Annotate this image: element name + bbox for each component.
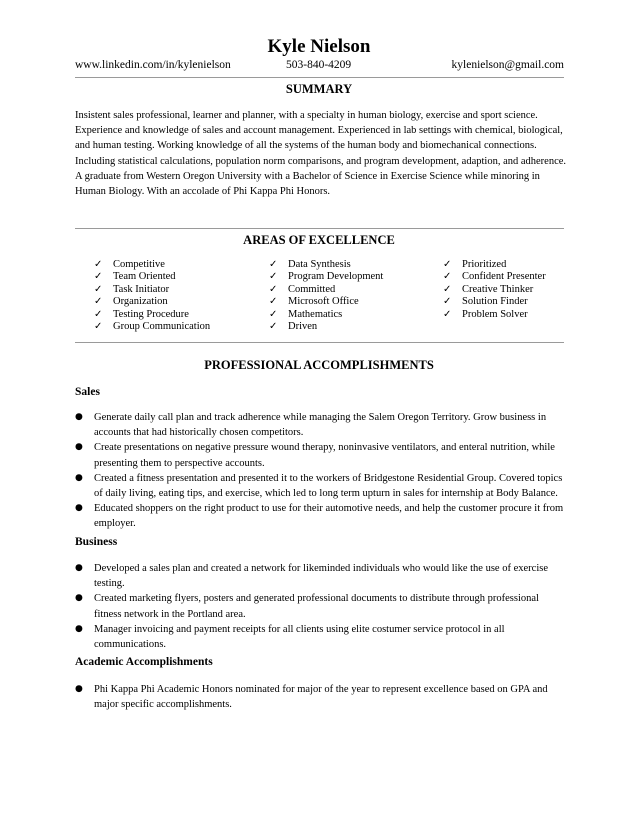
excellence-label: Team Oriented [113, 271, 176, 283]
item-line: testing. [94, 578, 125, 590]
excellence-item [269, 309, 383, 321]
excellence-item [269, 284, 383, 296]
email-link[interactable]: kylenielson@gmail.com [451, 59, 564, 71]
checkmark-icon: ✓ [94, 259, 103, 270]
excellence-label: Driven [288, 321, 318, 333]
excellence-label: Prioritized [462, 259, 507, 270]
bullet-icon: ● [75, 472, 83, 483]
checkmark-icon: ✓ [443, 296, 452, 308]
bullet-icon: ● [75, 684, 83, 694]
item-line: fitness network in the Portland area. [94, 608, 246, 620]
excellence-item [443, 309, 546, 321]
excellence-label: Testing Procedure [113, 308, 189, 320]
list-item [75, 410, 564, 440]
excellence-column-2 [269, 259, 383, 333]
accomplishments-title: PROFESSIONAL ACCOMPLISHMENTS [204, 358, 434, 372]
summary-line: and human testing. Working knowledge of all the systems of the human body and biomechanical connections. [75, 140, 537, 152]
summary-line: Insistent sales professional, learner and planner, with a specialty in human biology, exercise and sport science. [75, 110, 538, 121]
section-heading-business: Business [75, 536, 118, 548]
checkmark-icon: ✓ [94, 296, 103, 308]
excellence-item [269, 259, 383, 271]
checkmark-icon: ✓ [443, 308, 452, 320]
item-line: Generate daily call plan and track adherence while managing the Salem Oregon Territory. Grow business in [94, 412, 547, 423]
academic-list [75, 682, 564, 712]
divider [75, 228, 564, 229]
excellence-label: Problem Solver [462, 308, 528, 320]
summary-line: Experience and knowledge of sales and account management. Experienced in lab settings with chemical, biological, [75, 125, 563, 137]
checkmark-icon: ✓ [443, 259, 452, 270]
checkmark-icon: ✓ [269, 271, 278, 283]
excellence-label: Task Initiator [113, 283, 170, 295]
checkmark-icon: ✓ [269, 296, 278, 308]
list-item [75, 471, 564, 501]
excellence-label: Solution Finder [462, 296, 528, 308]
bullet-icon: ● [75, 593, 83, 604]
item-line: Created marketing flyers, posters and generated professional documents to distribute through professional [94, 593, 539, 605]
bullet-icon: ● [75, 442, 83, 453]
linkedin-link[interactable]: www.linkedin.com/in/kylenielson [75, 59, 231, 71]
candidate-name: Kyle Nielson [267, 36, 371, 57]
excellence-item [443, 296, 546, 308]
excellence-item [269, 321, 383, 333]
excellence-item [94, 321, 210, 333]
excellence-label: Creative Thinker [462, 283, 534, 295]
list-item [75, 591, 564, 621]
excellence-label: Organization [113, 296, 168, 308]
checkmark-icon: ✓ [443, 271, 452, 283]
excellence-item [94, 284, 210, 296]
item-line: Created a fitness presentation and presented it to the workers of Bridgestone Residential Group. Covered topics [94, 472, 563, 484]
summary-line: Human Biology. With an accolade of Phi Kappa Phi Honors. [75, 186, 331, 198]
excellence-label: Competitive [113, 259, 165, 270]
list-item [75, 561, 564, 591]
item-line: accounts that had historically chosen competitors. [94, 427, 304, 439]
section-heading-sales: Sales [75, 386, 100, 398]
divider [75, 342, 564, 343]
excellence-label: Mathematics [288, 308, 343, 320]
checkmark-icon: ✓ [94, 283, 103, 295]
checkmark-icon: ✓ [269, 259, 278, 270]
business-list [75, 561, 564, 652]
list-item [75, 440, 564, 470]
checkmark-icon: ✓ [269, 308, 278, 320]
item-line: presenting them to perspective accounts. [94, 457, 265, 469]
checkmark-icon: ✓ [443, 283, 452, 295]
excellence-item [443, 259, 546, 271]
bullet-icon: ● [75, 623, 83, 634]
summary-line: Including statistical calculations, population norm comparisons, and program development, adaption, and adherence. [75, 155, 567, 167]
excellence-item [94, 271, 210, 283]
excellence-item [443, 271, 546, 283]
contact-line [75, 59, 564, 73]
item-line: Educated shoppers on the right product to use for their automotive needs, and help the customer procure it from [94, 503, 564, 515]
item-line: Phi Kappa Phi Academic Honors nominated for major of the year to represent excellence based on GPA and [94, 684, 548, 695]
excellence-label: Committed [288, 283, 336, 295]
bullet-icon: ● [75, 563, 83, 573]
excellence-item [443, 284, 546, 296]
bullet-icon: ● [75, 503, 83, 514]
divider [75, 77, 564, 78]
excellence-label: Data Synthesis [288, 259, 351, 270]
checkmark-icon: ✓ [94, 321, 103, 333]
list-item [75, 682, 564, 712]
excellence-column-3 [443, 259, 546, 321]
summary-paragraph [75, 108, 567, 199]
excellence-label: Confident Presenter [462, 271, 546, 283]
excellence-item [269, 271, 383, 283]
excellence-item [94, 296, 210, 308]
checkmark-icon: ✓ [94, 308, 103, 320]
item-line: of daily living, eating tips, and exercise, which led to long term upturn in sales for internship at Body Balance. [94, 488, 558, 500]
checkmark-icon: ✓ [269, 321, 278, 333]
item-line: communications. [94, 639, 167, 651]
phone-number: 503-840-4209 [286, 59, 352, 71]
item-line: Manager invoicing and payment receipts for all clients using elite costumer service protocol in all [94, 623, 505, 635]
list-item [75, 501, 564, 531]
checkmark-icon: ✓ [269, 283, 278, 295]
item-line: Developed a sales plan and created a network for likeminded individuals who would like the use of exercise [94, 563, 548, 574]
summary-title: SUMMARY [285, 82, 353, 96]
checkmark-icon: ✓ [94, 271, 103, 283]
excellence-label: Program Development [288, 271, 384, 283]
item-line: Create presentations on negative pressure wound therapy, noninvasive ventilators, and enteral nutrition, while [94, 442, 555, 454]
excellence-item [94, 259, 210, 271]
summary-line: A graduate from Western Oregon University with a Bachelor of Science in Exercise Science while minoring in [75, 170, 540, 182]
bullet-icon: ● [75, 412, 83, 422]
list-item [75, 622, 564, 652]
item-line: major specific accomplishments. [94, 699, 232, 711]
sales-list [75, 410, 564, 532]
excellence-title: AREAS OF EXCELLENCE [243, 233, 395, 247]
excellence-item [94, 309, 210, 321]
excellence-column-1 [94, 259, 210, 333]
section-heading-academic: Academic Accomplishments [75, 656, 213, 668]
excellence-label: Group Communication [113, 321, 211, 333]
excellence-item [269, 296, 383, 308]
excellence-label: Microsoft Office [288, 296, 359, 308]
item-line: employer. [94, 518, 136, 530]
